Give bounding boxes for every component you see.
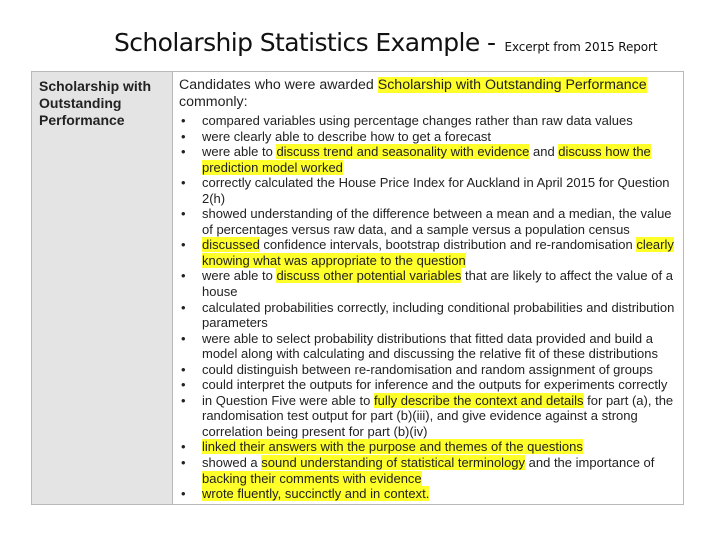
highlighted-text: backing their comments with evidence <box>202 470 422 486</box>
bullet-item <box>179 393 679 440</box>
bullet-item <box>179 268 679 299</box>
text-segment: were able to <box>202 268 277 284</box>
text-segment: were able to select probability distributions that fitted data provided and build a model along with calculating and discussing the relative fit of these distributions <box>202 330 658 362</box>
text-segment: commonly: <box>179 94 248 110</box>
description-cell <box>173 72 683 504</box>
bullet-item <box>179 455 679 486</box>
highlighted-text: discuss other potential variables <box>276 268 462 284</box>
slide-title-main: Scholarship Statistics Example - <box>114 28 496 57</box>
bullet-item <box>179 129 679 145</box>
bullet-item <box>179 144 679 175</box>
text-segment: confidence intervals, bootstrap distribution and re-randomisation <box>259 237 637 253</box>
text-segment: could interpret the outputs for inference and the outputs for experiments correctly <box>202 377 668 393</box>
text-segment: correctly calculated the House Price Index for Auckland in April 2015 for Question 2(h) <box>202 175 670 206</box>
highlighted-text: linked their answers with the purpose and themes of the questions <box>202 439 583 455</box>
text-segment: in Question Five were able to <box>202 392 374 408</box>
highlighted-text: discuss trend and seasonality with evidence <box>276 144 530 160</box>
bullet-item <box>179 175 679 206</box>
text-segment: were clearly able to describe how to get a forecast <box>202 128 492 144</box>
highlighted-text: wrote fluently, succinctly and in context. <box>202 486 430 502</box>
highlighted-text: fully describe the context and details <box>373 392 584 408</box>
bullet-item <box>179 237 679 268</box>
highlighted-text: discuss how the prediction model worked <box>202 144 651 175</box>
text-segment: could distinguish between re-randomisation and random assignment of groups <box>202 361 653 377</box>
highlighted-text: Scholarship with Outstanding Performance <box>377 77 647 93</box>
bullet-item <box>179 439 679 455</box>
text-segment: showed understanding of the difference between a mean and a median, the value of percentages versus raw data, and a sample versus a population census <box>202 206 672 237</box>
bullet-item <box>179 206 679 237</box>
slide-title-subtitle: Excerpt from 2015 Report <box>504 40 658 54</box>
highlighted-text: sound understanding of statistical terminology <box>261 455 526 471</box>
text-segment: calculated probabilities correctly, including conditional probabilities and distribution parameters <box>202 299 675 331</box>
highlighted-text: clearly knowing what was appropriate to the question <box>202 237 674 268</box>
category-cell <box>32 72 173 504</box>
bullet-item <box>179 300 679 331</box>
category-heading: Scholarship with Outstanding Performance <box>39 78 152 128</box>
intro-text <box>179 77 679 111</box>
report-table <box>31 71 684 505</box>
bullet-item <box>179 331 679 362</box>
text-segment: showed a <box>202 455 262 471</box>
bullet-item <box>179 362 679 378</box>
slide-title <box>114 28 657 57</box>
bullet-item <box>179 486 679 502</box>
text-segment: that are likely to affect the value of a house <box>202 268 673 300</box>
text-segment: Candidates who were awarded <box>179 77 378 93</box>
bullet-item <box>179 113 679 129</box>
bullet-list <box>179 113 679 502</box>
bullet-item <box>179 377 679 393</box>
text-segment: and <box>529 144 559 160</box>
highlighted-text: discussed <box>202 237 260 253</box>
text-segment: were able to <box>202 144 277 160</box>
text-segment: and the importance of <box>525 455 655 471</box>
text-segment: for part (a), the randomisation test output for part (b)(iii), and give evidence against a strong correlation being present for part (b)(iv) <box>202 392 674 439</box>
text-segment: compared variables using percentage changes rather than raw data values <box>202 113 633 128</box>
